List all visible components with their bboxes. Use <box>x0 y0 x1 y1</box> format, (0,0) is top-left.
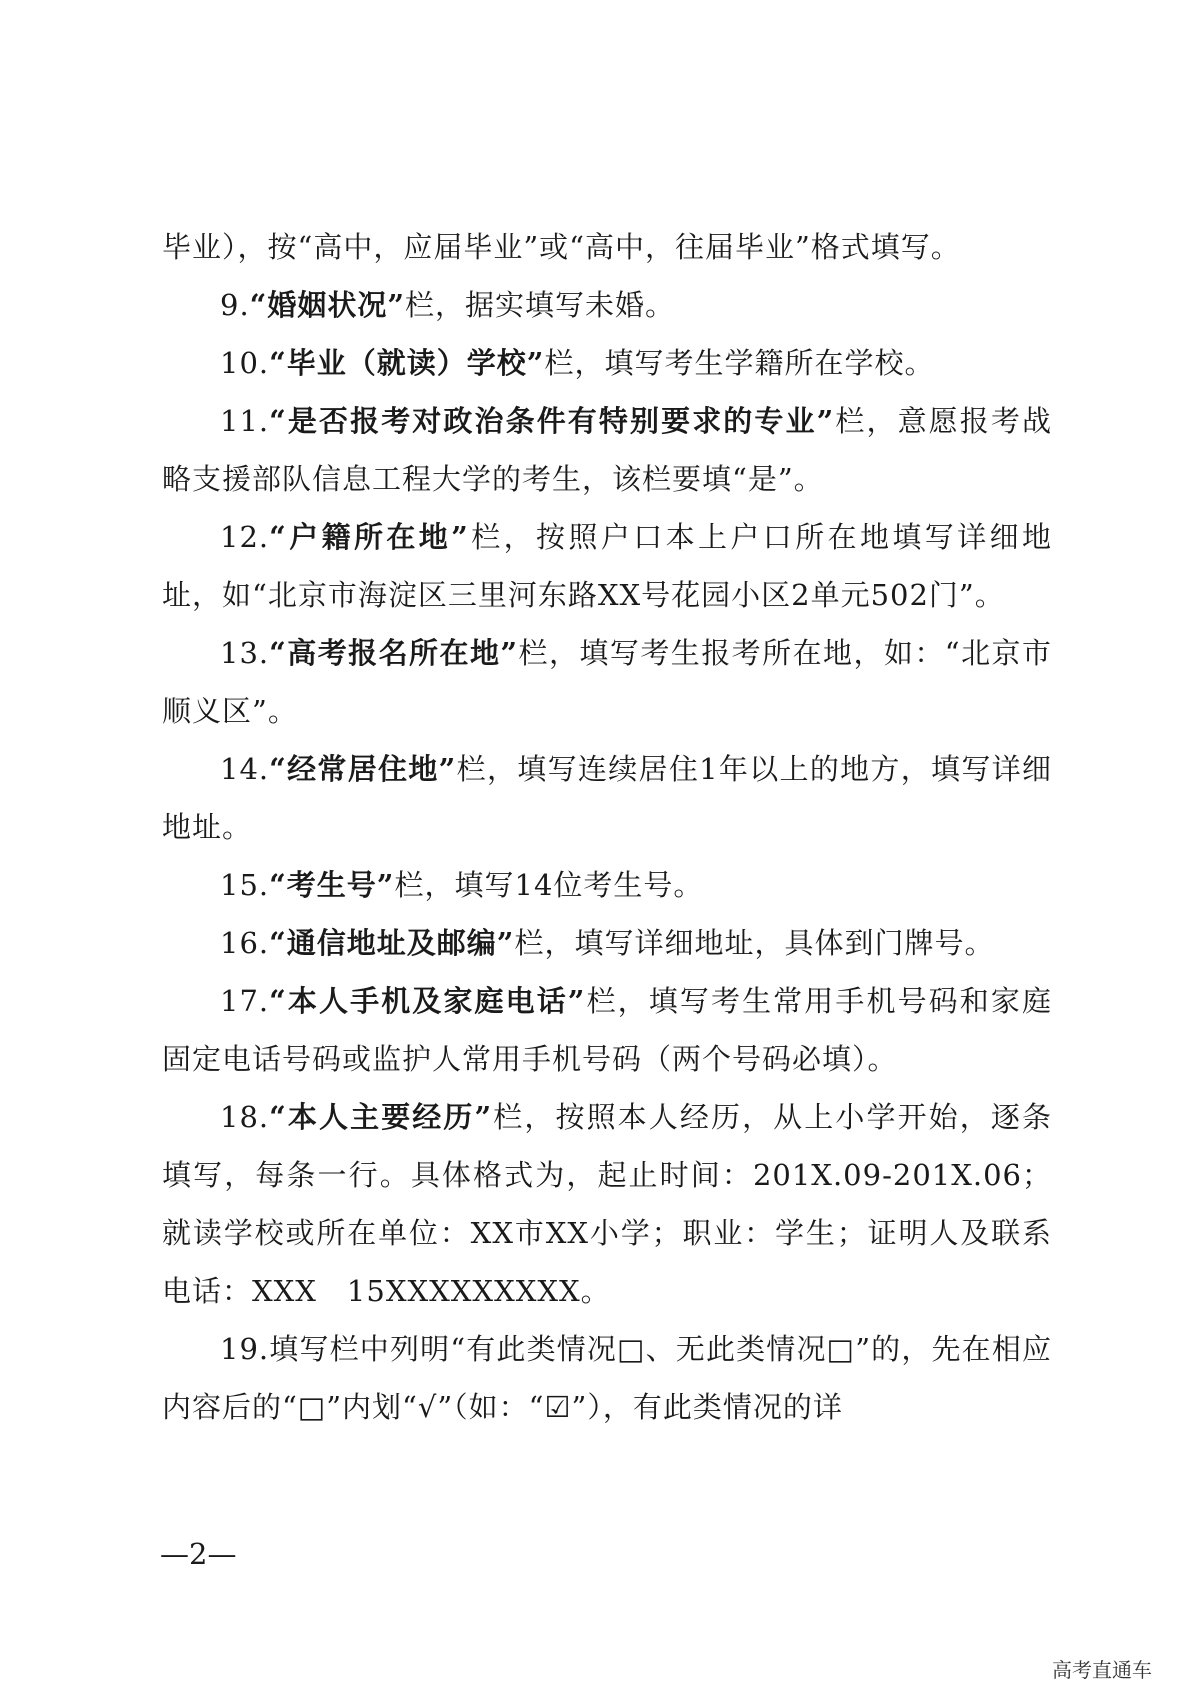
field-name: “是否报考对政治条件有特别要求的专业” <box>269 404 835 438</box>
paragraph-14 <box>162 740 1052 856</box>
paragraph-number: 12. <box>220 520 270 554</box>
paragraph-text: 栏，填写连续居住1年以上的地方，填写详细地址。 <box>162 752 1052 844</box>
field-name: “本人手机及家庭电话” <box>269 984 586 1018</box>
paragraph-10 <box>162 334 1052 392</box>
page-number: —2— <box>160 1537 237 1571</box>
document-body <box>162 218 1052 1436</box>
paragraph-number: 16. <box>220 926 270 960</box>
paragraph-text: 栏，填写考生报考所在地，如：“北京市顺义区”。 <box>162 636 1052 728</box>
field-name: “高考报名所在地” <box>269 636 519 670</box>
paragraph-number: 17. <box>220 984 270 1018</box>
field-name: “考生号” <box>269 868 395 902</box>
watermark: 高考直通车 <box>1052 1658 1152 1682</box>
paragraph-number: 13. <box>220 636 270 670</box>
field-name: “婚姻状况” <box>249 288 406 322</box>
paragraph-text: 栏，据实填写未婚。 <box>405 288 676 322</box>
paragraph-number: 14. <box>220 752 270 786</box>
paragraph-13 <box>162 624 1052 740</box>
field-name: “经常居住地” <box>269 752 457 786</box>
paragraph-number: 10. <box>220 346 270 380</box>
paragraph-text: 栏，按照户口本上户口所在地填写详细地址，如“北京市海淀区三里河东路XX号花园小区2单元502门”。 <box>162 520 1052 612</box>
paragraph-number: 19. <box>220 1332 270 1366</box>
paragraph-text: 栏，填写14位考生号。 <box>394 868 704 902</box>
paragraph-number: 9. <box>220 288 250 322</box>
paragraph-text: 栏，意愿报考战略支援部队信息工程大学的考生，该栏要填“是”。 <box>162 404 1052 496</box>
paragraph-12 <box>162 508 1052 624</box>
paragraph-11 <box>162 392 1052 508</box>
paragraph-text: 毕业），按“高中，应届毕业”或“高中，往届毕业”格式填写。 <box>162 230 961 264</box>
field-name: “户籍所在地” <box>269 520 469 554</box>
paragraph-15 <box>162 856 1052 914</box>
paragraph-8-continuation <box>162 218 1052 276</box>
paragraph-16 <box>162 914 1052 972</box>
paragraph-18 <box>162 1088 1052 1320</box>
paragraph-text: 栏，填写考生学籍所在学校。 <box>544 346 935 380</box>
paragraph-19 <box>162 1320 1052 1436</box>
paragraph-text: 填写栏中列明“有此类情况□、无此类情况□”的，先在相应内容后的“□”内划“√”（如：“☑”），有此类情况的详 <box>162 1332 1052 1424</box>
paragraph-text: 栏，填写详细地址，具体到门牌号。 <box>514 926 995 960</box>
paragraph-number: 11. <box>220 404 270 438</box>
paragraph-9 <box>162 276 1052 334</box>
paragraph-text: 栏，按照本人经历，从上小学开始，逐条填写，每条一行。具体格式为，起止时间：201X.09-201X.06；就读学校或所在单位：XX市XX小学；职业：学生；证明人及联系电话：XXX 15XXXXXXXXX。 <box>162 1100 1052 1308</box>
paragraph-number: 15. <box>220 868 270 902</box>
paragraph-text: 栏，填写考生常用手机号码和家庭固定电话号码或监护人常用手机号码（两个号码必填）。 <box>162 984 1052 1076</box>
paragraph-number: 18. <box>220 1100 270 1134</box>
paragraph-17 <box>162 972 1052 1088</box>
field-name: “通信地址及邮编” <box>269 926 515 960</box>
field-name: “本人主要经历” <box>269 1100 493 1134</box>
field-name: “毕业（就读）学校” <box>269 346 545 380</box>
